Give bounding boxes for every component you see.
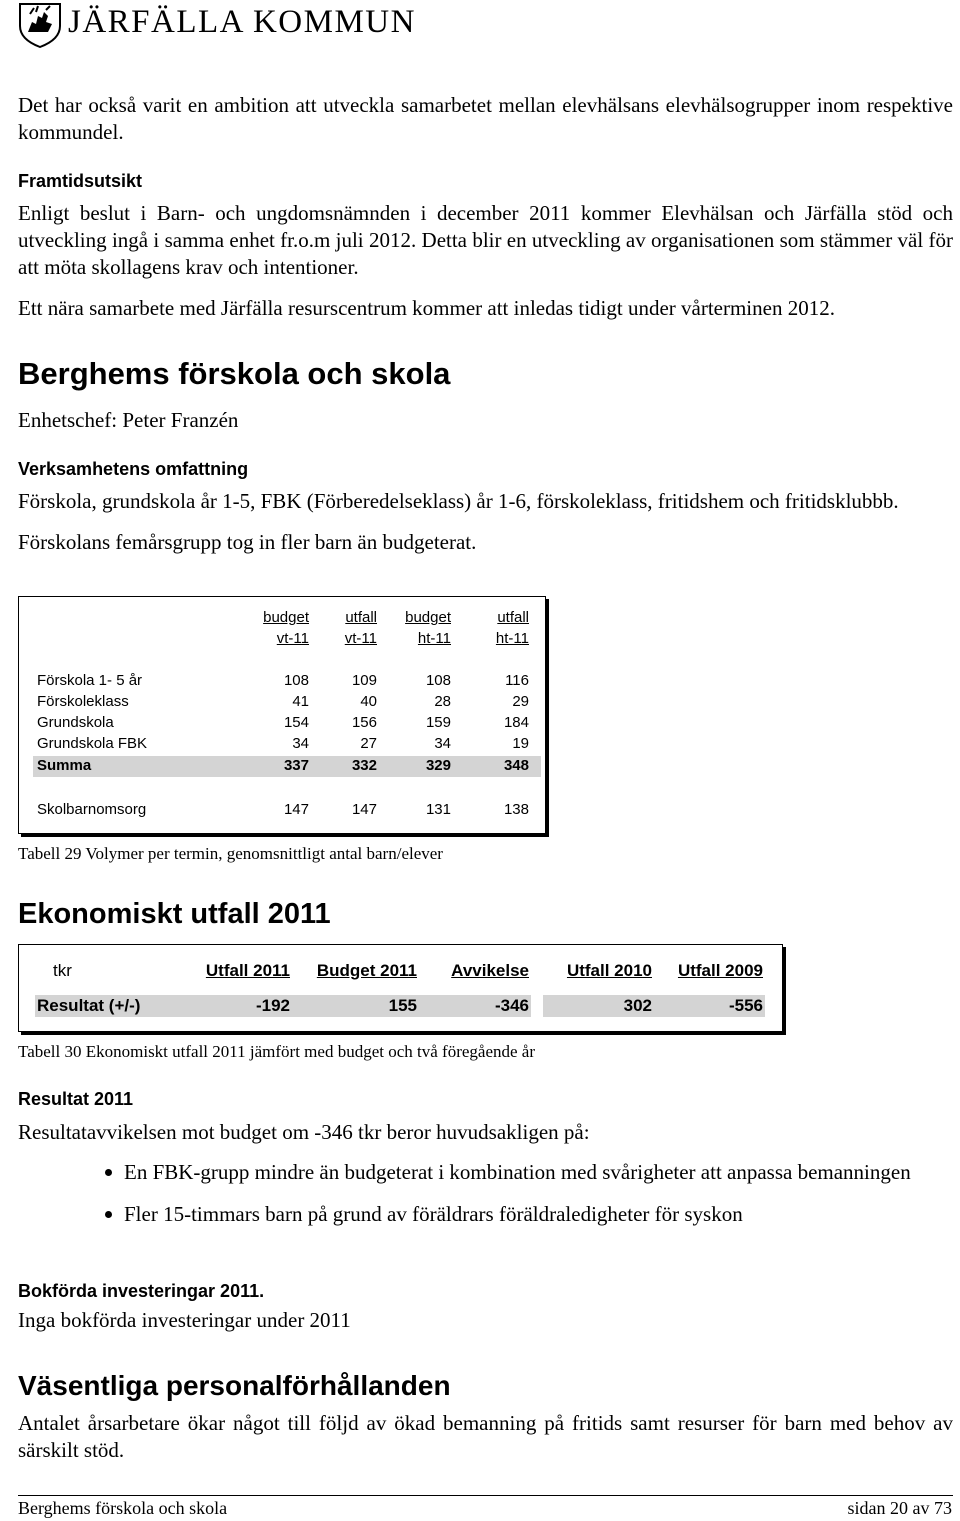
cell: 348 [503, 757, 529, 774]
table-row [33, 800, 543, 821]
resultat-list [18, 1158, 953, 1228]
cell: 147 [351, 801, 377, 818]
bullet-icon [105, 1211, 112, 1218]
cell: 116 [505, 672, 529, 689]
cell: 302 [623, 996, 652, 1015]
econ-title: Ekonomiskt utfall 2011 [18, 898, 331, 930]
scope-heading: Verksamhetens omfattning [18, 459, 249, 479]
col-header: Utfall 2011 [205, 961, 290, 980]
cell: 159 [425, 714, 451, 731]
col-header: utfall [497, 609, 529, 626]
table-row [33, 713, 543, 734]
col-header: utfall [345, 609, 377, 626]
personal-section [18, 1410, 953, 1464]
col-header: Avvikelse [451, 961, 529, 980]
cell: 156 [351, 714, 377, 731]
cell: 28 [434, 693, 451, 710]
footer-left: Berghems förskola och skola [18, 1498, 228, 1518]
col-header: budget [263, 609, 309, 626]
cell: 40 [360, 693, 377, 710]
cell: 34 [292, 735, 309, 752]
framtid-section [18, 200, 953, 322]
bullet-text: En FBK-grupp mindre än budgeterat i kombination med svårigheter att anpassa bemanningen [124, 1160, 911, 1184]
cell: 34 [434, 735, 451, 752]
col-header: ht-11 [417, 630, 451, 647]
cell: 337 [283, 757, 309, 774]
cell: -192 [255, 996, 290, 1015]
resultat-intro: Resultatavvikelsen mot budget om -346 tkr beror huvudsakligen på: [18, 1120, 590, 1144]
crest-icon [18, 2, 62, 48]
framtid-paragraph-1: Enligt beslut i Barn- och ungdomsnämnden i december 2011 kommer Elevhälsan och Järfälla stöd och utveckling ingå i samma enhet fr.o.m juli 2012. Detta blir en utveckling av organisationen som stämmer väl för att möta skollagens krav och intentioner. [18, 201, 953, 279]
col-header: vt-11 [276, 630, 309, 647]
intro-paragraph: Det har också varit en ambition att utveckla samarbetet mellan elevhälsans elevhälsogrupper inom respektive kommundel. [18, 93, 953, 144]
cell: 147 [283, 801, 309, 818]
cell: 138 [503, 801, 529, 818]
logo-text: JÄRFÄLLA KOMMUN [68, 4, 416, 40]
cell: -346 [494, 996, 529, 1015]
invest-heading: Bokförda investeringar 2011. [18, 1281, 265, 1301]
cell: 19 [512, 735, 529, 752]
framtid-heading: Framtidsutsikt [18, 171, 143, 191]
row-label: Resultat (+/-) [37, 996, 141, 1015]
row-label: Grundskola FBK [37, 735, 148, 752]
cell: 332 [351, 757, 377, 774]
row-label: Förskola 1- 5 år [37, 672, 143, 689]
col-header: vt-11 [344, 630, 377, 647]
col-header: ht-11 [495, 630, 529, 647]
list-item [18, 1158, 953, 1186]
cell: 131 [425, 801, 451, 818]
scope-text: Förskola, grundskola år 1-5, FBK (Förberedelseklass) år 1-6, förskoleklass, fritidshem och fritidsklubbb. [18, 489, 899, 513]
unit-label: tkr [53, 961, 72, 980]
table-row [33, 692, 543, 713]
list-item [18, 1200, 953, 1228]
personal-text: Antalet årsarbetare ökar något till följd av ökad bemanning på fritids samt resurser för barn med behov av särskilt stöd. [18, 1411, 953, 1462]
cell: 155 [388, 996, 417, 1015]
cell: 329 [425, 757, 451, 774]
cell: 29 [512, 693, 529, 710]
volume-table [18, 596, 546, 834]
cell: 154 [283, 714, 309, 731]
bullet-text: Fler 15-timmars barn på grund av föräldrars föräldraledigheter för syskon [124, 1202, 743, 1226]
resultat-heading: Resultat 2011 [18, 1089, 134, 1109]
table-row [33, 734, 543, 755]
bullet-icon [105, 1169, 112, 1176]
personal-title: Väsentliga personalförhållanden [18, 1370, 451, 1401]
footer-divider [18, 1495, 953, 1496]
table-row-summa [33, 756, 541, 777]
cell: 109 [351, 672, 377, 689]
row-label: Grundskola [37, 714, 114, 731]
invest-text: Inga bokförda investeringar under 2011 [18, 1308, 351, 1332]
cell: 108 [283, 672, 309, 689]
cell: 27 [360, 735, 377, 752]
table-row [33, 671, 543, 692]
framtid-paragraph-2: Ett nära samarbete med Järfälla resurscentrum kommer att inledas tidigt under vårterminen 2012. [18, 296, 835, 320]
scope-section [18, 488, 953, 556]
table29-caption: Tabell 29 Volymer per termin, genomsnittligt antal barn/elever [18, 844, 443, 863]
table30-caption: Tabell 30 Ekonomiskt utfall 2011 jämfört med budget och två föregående år [18, 1042, 535, 1061]
col-header: Utfall 2010 [566, 961, 652, 980]
cell: 41 [292, 693, 309, 710]
row-label: Summa [37, 757, 92, 774]
row-label: Skolbarnomsorg [37, 801, 147, 818]
footer-page-number: sidan 20 av 73 [847, 1498, 952, 1518]
unit-manager: Enhetschef: Peter Franzén [18, 408, 239, 432]
scope-note: Förskolans femårsgrupp tog in fler barn än budgeterat. [18, 530, 477, 554]
unit-title: Berghems förskola och skola [18, 356, 451, 391]
col-header: Budget 2011 [316, 961, 417, 980]
intro-section [18, 92, 953, 146]
cell: -556 [728, 996, 763, 1015]
econ-table [18, 944, 783, 1032]
cell: 108 [425, 672, 451, 689]
cell: 184 [503, 714, 529, 731]
col-header: Utfall 2009 [677, 961, 763, 980]
row-label: Förskoleklass [37, 693, 129, 710]
col-header: budget [405, 609, 451, 626]
